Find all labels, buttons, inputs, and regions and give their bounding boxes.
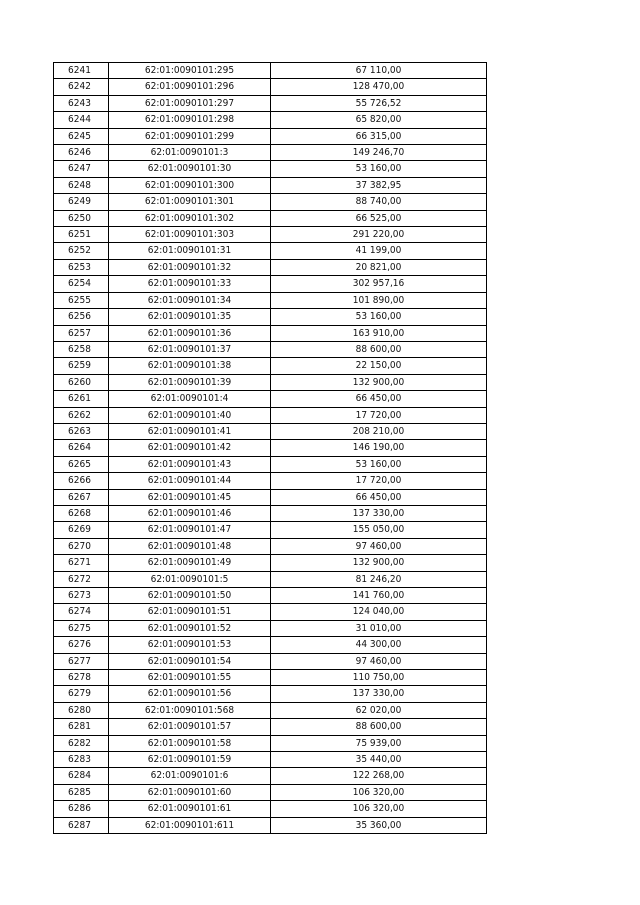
row-number-cell: 6254 [54,276,109,292]
cadastral-number-cell: 62:01:0090101:30 [109,161,271,177]
cadastral-value-cell: 101 890,00 [271,292,487,308]
table-row [54,358,487,374]
row-number-cell: 6248 [54,177,109,193]
cadastral-value-cell: 35 360,00 [271,817,487,833]
cadastral-value-cell: 55 726,52 [271,95,487,111]
row-number-cell: 6268 [54,505,109,521]
table-row [54,620,487,636]
cadastral-value-cell: 163 910,00 [271,325,487,341]
row-number-cell: 6287 [54,817,109,833]
cadastral-number-cell: 62:01:0090101:58 [109,735,271,751]
cadastral-value-cell: 53 160,00 [271,456,487,472]
table-row [54,637,487,653]
table-row [54,588,487,604]
cadastral-value-cell: 66 315,00 [271,128,487,144]
row-number-cell: 6276 [54,637,109,653]
cadastral-number-cell: 62:01:0090101:301 [109,194,271,210]
cadastral-value-cell: 88 600,00 [271,719,487,735]
cadastral-number-cell: 62:01:0090101:39 [109,374,271,390]
cadastral-number-cell: 62:01:0090101:60 [109,784,271,800]
table-row [54,702,487,718]
cadastral-value-cell: 132 900,00 [271,374,487,390]
cadastral-number-cell: 62:01:0090101:43 [109,456,271,472]
cadastral-value-cell: 81 246,20 [271,571,487,587]
table-row [54,784,487,800]
table-row [54,604,487,620]
row-number-cell: 6272 [54,571,109,587]
cadastral-value-table [53,62,487,834]
table-row [54,276,487,292]
cadastral-value-cell: 53 160,00 [271,161,487,177]
cadastral-value-cell: 146 190,00 [271,440,487,456]
row-number-cell: 6251 [54,227,109,243]
cadastral-number-cell: 62:01:0090101:57 [109,719,271,735]
cadastral-value-cell: 88 740,00 [271,194,487,210]
row-number-cell: 6262 [54,407,109,423]
cadastral-number-cell: 62:01:0090101:300 [109,177,271,193]
table-row [54,95,487,111]
cadastral-value-cell: 106 320,00 [271,801,487,817]
row-number-cell: 6264 [54,440,109,456]
cadastral-value-cell: 75 939,00 [271,735,487,751]
cadastral-number-cell: 62:01:0090101:54 [109,653,271,669]
cadastral-value-cell: 208 210,00 [271,423,487,439]
row-number-cell: 6275 [54,620,109,636]
table-row [54,440,487,456]
cadastral-value-cell: 132 900,00 [271,555,487,571]
cadastral-value-cell: 31 010,00 [271,620,487,636]
table-row [54,735,487,751]
cadastral-value-cell: 137 330,00 [271,505,487,521]
cadastral-number-cell: 62:01:0090101:38 [109,358,271,374]
cadastral-value-cell: 65 820,00 [271,112,487,128]
row-number-cell: 6282 [54,735,109,751]
cadastral-value-cell: 44 300,00 [271,637,487,653]
cadastral-value-cell: 106 320,00 [271,784,487,800]
table-row [54,686,487,702]
table-row [54,341,487,357]
cadastral-number-cell: 62:01:0090101:44 [109,473,271,489]
row-number-cell: 6267 [54,489,109,505]
table-row [54,752,487,768]
cadastral-number-cell: 62:01:0090101:32 [109,259,271,275]
table-row [54,571,487,587]
table-row [54,817,487,833]
table-row [54,292,487,308]
cadastral-number-cell: 62:01:0090101:59 [109,752,271,768]
cadastral-number-cell: 62:01:0090101:47 [109,522,271,538]
cadastral-value-cell: 66 525,00 [271,210,487,226]
cadastral-value-cell: 124 040,00 [271,604,487,620]
row-number-cell: 6286 [54,801,109,817]
cadastral-number-cell: 62:01:0090101:5 [109,571,271,587]
cadastral-value-cell: 141 760,00 [271,588,487,604]
table-row [54,161,487,177]
cadastral-number-cell: 62:01:0090101:46 [109,505,271,521]
row-number-cell: 6260 [54,374,109,390]
row-number-cell: 6285 [54,784,109,800]
row-number-cell: 6280 [54,702,109,718]
cadastral-value-cell: 97 460,00 [271,653,487,669]
table-row [54,653,487,669]
row-number-cell: 6284 [54,768,109,784]
cadastral-number-cell: 62:01:0090101:31 [109,243,271,259]
table-row [54,522,487,538]
row-number-cell: 6265 [54,456,109,472]
cadastral-value-cell: 97 460,00 [271,538,487,554]
row-number-cell: 6257 [54,325,109,341]
row-number-cell: 6250 [54,210,109,226]
table-row [54,79,487,95]
cadastral-number-cell: 62:01:0090101:611 [109,817,271,833]
row-number-cell: 6269 [54,522,109,538]
table-row [54,670,487,686]
cadastral-value-cell: 110 750,00 [271,670,487,686]
row-number-cell: 6245 [54,128,109,144]
table-row [54,538,487,554]
cadastral-value-cell: 67 110,00 [271,63,487,79]
cadastral-value-cell: 122 268,00 [271,768,487,784]
row-number-cell: 6266 [54,473,109,489]
table-row [54,63,487,79]
table-row [54,505,487,521]
cadastral-number-cell: 62:01:0090101:53 [109,637,271,653]
row-number-cell: 6259 [54,358,109,374]
cadastral-number-cell: 62:01:0090101:42 [109,440,271,456]
cadastral-number-cell: 62:01:0090101:36 [109,325,271,341]
table-row [54,489,487,505]
table-row [54,555,487,571]
cadastral-number-cell: 62:01:0090101:37 [109,341,271,357]
table-row [54,801,487,817]
cadastral-number-cell: 62:01:0090101:49 [109,555,271,571]
table-row [54,210,487,226]
row-number-cell: 6273 [54,588,109,604]
cadastral-number-cell: 62:01:0090101:55 [109,670,271,686]
table-row [54,473,487,489]
row-number-cell: 6253 [54,259,109,275]
cadastral-value-cell: 35 440,00 [271,752,487,768]
row-number-cell: 6270 [54,538,109,554]
cadastral-value-cell: 302 957,16 [271,276,487,292]
table-row [54,243,487,259]
table-row [54,112,487,128]
cadastral-value-cell: 17 720,00 [271,473,487,489]
cadastral-number-cell: 62:01:0090101:50 [109,588,271,604]
cadastral-number-cell: 62:01:0090101:34 [109,292,271,308]
cadastral-number-cell: 62:01:0090101:40 [109,407,271,423]
row-number-cell: 6277 [54,653,109,669]
cadastral-number-cell: 62:01:0090101:4 [109,391,271,407]
row-number-cell: 6252 [54,243,109,259]
cadastral-number-cell: 62:01:0090101:45 [109,489,271,505]
cadastral-number-cell: 62:01:0090101:35 [109,309,271,325]
row-number-cell: 6261 [54,391,109,407]
row-number-cell: 6274 [54,604,109,620]
row-number-cell: 6283 [54,752,109,768]
cadastral-number-cell: 62:01:0090101:56 [109,686,271,702]
cadastral-number-cell: 62:01:0090101:6 [109,768,271,784]
cadastral-number-cell: 62:01:0090101:51 [109,604,271,620]
table-row [54,259,487,275]
row-number-cell: 6247 [54,161,109,177]
cadastral-value-cell: 53 160,00 [271,309,487,325]
cadastral-value-cell: 291 220,00 [271,227,487,243]
cadastral-number-cell: 62:01:0090101:298 [109,112,271,128]
row-number-cell: 6256 [54,309,109,325]
row-number-cell: 6244 [54,112,109,128]
table-row [54,719,487,735]
row-number-cell: 6241 [54,63,109,79]
row-number-cell: 6279 [54,686,109,702]
table-row [54,423,487,439]
cadastral-number-cell: 62:01:0090101:296 [109,79,271,95]
cadastral-value-cell: 88 600,00 [271,341,487,357]
table-row [54,325,487,341]
row-number-cell: 6281 [54,719,109,735]
row-number-cell: 6243 [54,95,109,111]
table-row [54,407,487,423]
row-number-cell: 6263 [54,423,109,439]
cadastral-value-cell: 62 020,00 [271,702,487,718]
cadastral-number-cell: 62:01:0090101:52 [109,620,271,636]
cadastral-value-cell: 137 330,00 [271,686,487,702]
row-number-cell: 6246 [54,145,109,161]
cadastral-number-cell: 62:01:0090101:568 [109,702,271,718]
cadastral-number-cell: 62:01:0090101:41 [109,423,271,439]
cadastral-value-cell: 17 720,00 [271,407,487,423]
cadastral-value-cell: 66 450,00 [271,391,487,407]
row-number-cell: 6255 [54,292,109,308]
table-row [54,145,487,161]
cadastral-value-cell: 20 821,00 [271,259,487,275]
cadastral-value-cell: 66 450,00 [271,489,487,505]
row-number-cell: 6278 [54,670,109,686]
cadastral-number-cell: 62:01:0090101:303 [109,227,271,243]
cadastral-number-cell: 62:01:0090101:48 [109,538,271,554]
table-row [54,391,487,407]
cadastral-value-cell: 41 199,00 [271,243,487,259]
table-row [54,227,487,243]
cadastral-number-cell: 62:01:0090101:302 [109,210,271,226]
table-row [54,768,487,784]
table-row [54,128,487,144]
row-number-cell: 6258 [54,341,109,357]
table-row [54,177,487,193]
cadastral-value-cell: 155 050,00 [271,522,487,538]
table-row [54,456,487,472]
table-row [54,309,487,325]
cadastral-number-cell: 62:01:0090101:295 [109,63,271,79]
cadastral-value-cell: 128 470,00 [271,79,487,95]
cadastral-number-cell: 62:01:0090101:3 [109,145,271,161]
cadastral-number-cell: 62:01:0090101:61 [109,801,271,817]
row-number-cell: 6271 [54,555,109,571]
row-number-cell: 6242 [54,79,109,95]
cadastral-value-cell: 37 382,95 [271,177,487,193]
cadastral-number-cell: 62:01:0090101:297 [109,95,271,111]
row-number-cell: 6249 [54,194,109,210]
cadastral-value-cell: 149 246,70 [271,145,487,161]
cadastral-number-cell: 62:01:0090101:33 [109,276,271,292]
table-row [54,374,487,390]
cadastral-value-cell: 22 150,00 [271,358,487,374]
cadastral-number-cell: 62:01:0090101:299 [109,128,271,144]
table-body [54,63,487,834]
table-row [54,194,487,210]
